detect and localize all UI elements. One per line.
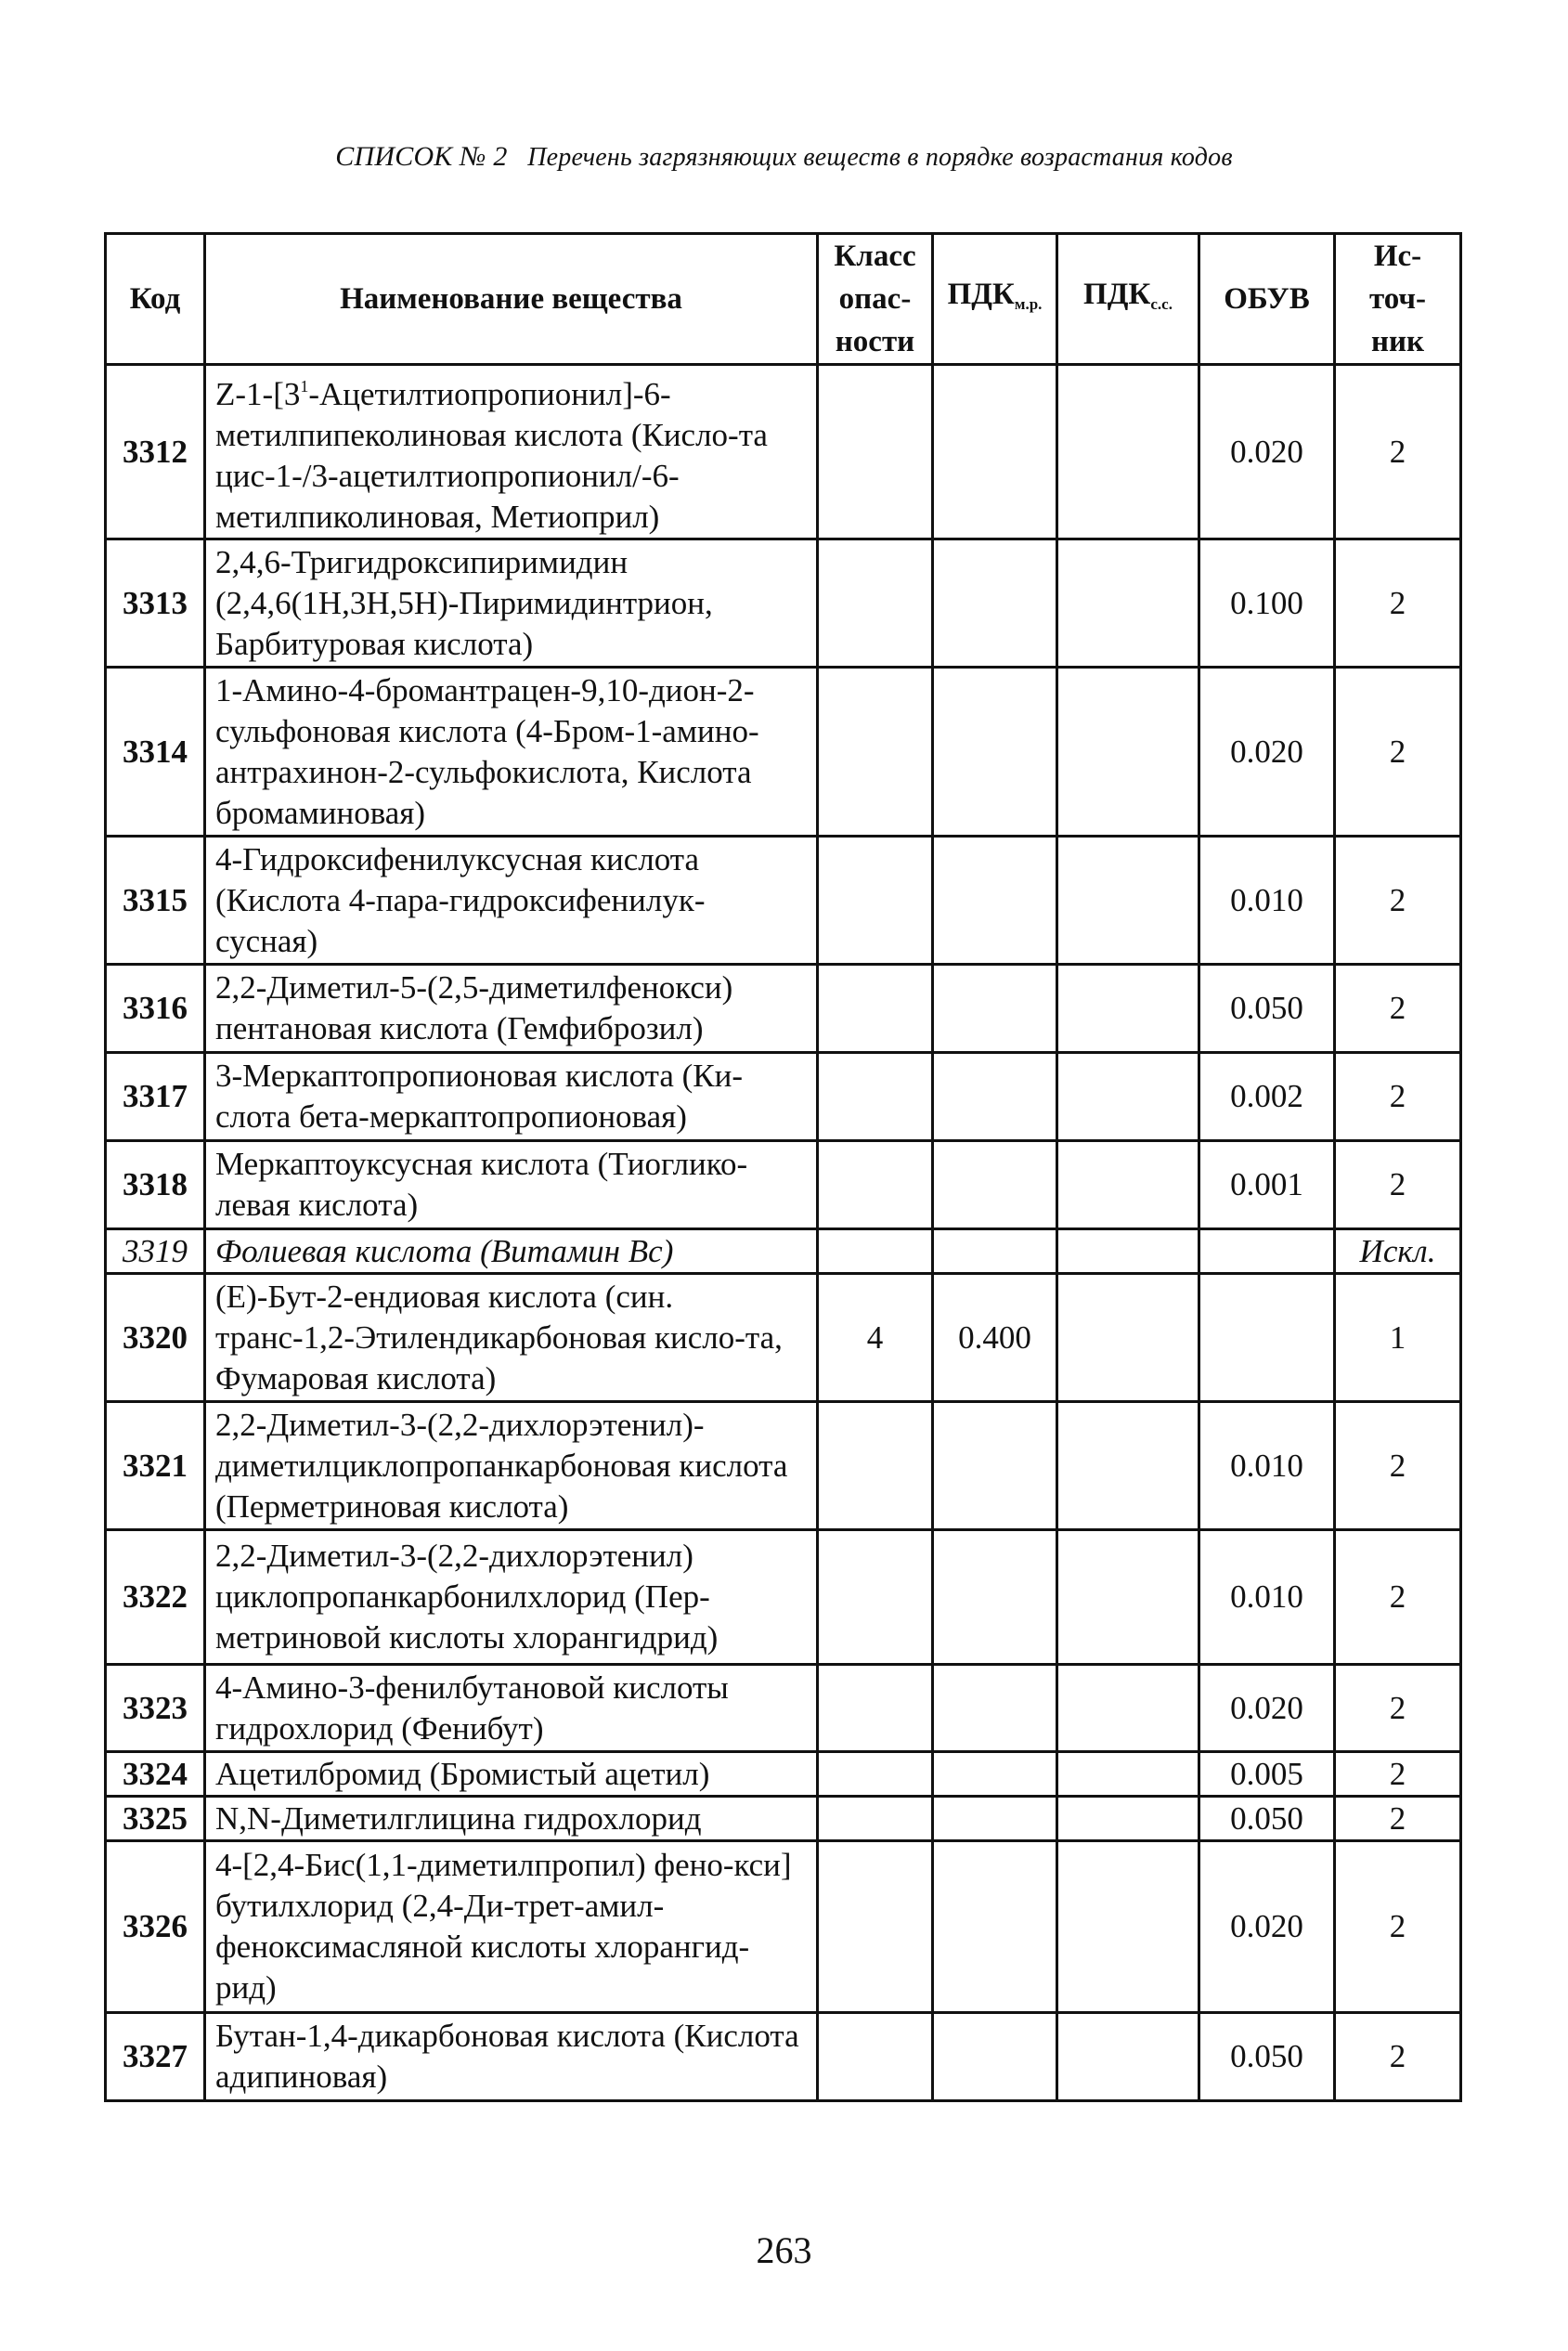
cell-source: 2 <box>1335 668 1461 837</box>
cell-hazard-class <box>818 1841 933 2013</box>
cell-obuv: 0.010 <box>1199 837 1335 965</box>
cell-code: 3324 <box>106 1752 205 1797</box>
cell-pdk-mr: 0.400 <box>933 1274 1057 1402</box>
cell-source: 2 <box>1335 965 1461 1053</box>
cell-name: 2,4,6-Тригидроксипиримидин (2,4,6(1Н,3Н,5Н)-Пиримидинтрион, Барбитуровая кислота) <box>205 539 818 668</box>
cell-code: 3319 <box>106 1229 205 1274</box>
table-row <box>106 1752 1461 1797</box>
cell-pdk-ss <box>1057 1665 1199 1752</box>
cell-pdk-mr <box>933 1841 1057 2013</box>
cell-source: 2 <box>1335 837 1461 965</box>
cell-name: Бутан-1,4-дикарбоновая кислота (Кислота адипиновая) <box>205 2013 818 2101</box>
table-header-row <box>106 234 1461 365</box>
pdk-ss-index: с.с. <box>1150 294 1173 313</box>
cell-obuv: 0.020 <box>1199 365 1335 539</box>
cell-name: N,N-Диметилглицина гидрохлорид <box>205 1797 818 1841</box>
cell-pdk-mr <box>933 2013 1057 2101</box>
cell-source: 1 <box>1335 1274 1461 1402</box>
cell-name: Ацетилбромид (Бромистый ацетил) <box>205 1752 818 1797</box>
cell-pdk-mr <box>933 365 1057 539</box>
cell-pdk-mr <box>933 1797 1057 1841</box>
table-row <box>106 1053 1461 1141</box>
table-row <box>106 837 1461 965</box>
cell-code: 3321 <box>106 1402 205 1530</box>
cell-source: 2 <box>1335 1530 1461 1665</box>
cell-obuv: 0.050 <box>1199 965 1335 1053</box>
table-row <box>106 668 1461 837</box>
cell-source: 2 <box>1335 1752 1461 1797</box>
cell-source: Искл. <box>1335 1229 1461 1274</box>
cell-code: 3312 <box>106 365 205 539</box>
page-header <box>0 141 1568 173</box>
cell-code: 3313 <box>106 539 205 668</box>
pdk-mr-label: ПДК <box>947 277 1015 311</box>
cell-obuv: 0.020 <box>1199 1665 1335 1752</box>
table-row <box>106 539 1461 668</box>
table-row <box>106 1841 1461 2013</box>
table-row <box>106 2013 1461 2101</box>
header-name: Наименование вещества <box>205 234 818 365</box>
cell-source: 2 <box>1335 1665 1461 1752</box>
cell-pdk-ss <box>1057 668 1199 837</box>
cell-code: 3322 <box>106 1530 205 1665</box>
cell-hazard-class <box>818 965 933 1053</box>
cell-name: 2,2-Диметил-5-(2,5-диметилфенокси) пентановая кислота (Гемфиброзил) <box>205 965 818 1053</box>
cell-code: 3320 <box>106 1274 205 1402</box>
cell-obuv: 0.010 <box>1199 1530 1335 1665</box>
cell-pdk-mr <box>933 1053 1057 1141</box>
cell-hazard-class <box>818 365 933 539</box>
cell-source: 2 <box>1335 539 1461 668</box>
cell-code: 3314 <box>106 668 205 837</box>
cell-name: 2,2-Диметил-3-(2,2-дихлорэтенил) циклопропанкарбонилхлорид (Пер-метриновой кислоты хлорангидрид) <box>205 1530 818 1665</box>
cell-hazard-class <box>818 1141 933 1229</box>
cell-source: 2 <box>1335 1053 1461 1141</box>
cell-obuv: 0.005 <box>1199 1752 1335 1797</box>
cell-name: (Е)-Бут-2-ендиовая кислота (син. транс-1,2-Этилендикарбоновая кисло-та, Фумаровая кислота) <box>205 1274 818 1402</box>
header-pdk-mr <box>933 234 1057 365</box>
cell-pdk-ss <box>1057 1229 1199 1274</box>
table-row <box>106 965 1461 1053</box>
cell-pdk-ss <box>1057 1402 1199 1530</box>
cell-hazard-class <box>818 1665 933 1752</box>
cell-hazard-class <box>818 668 933 837</box>
table-row <box>106 1274 1461 1402</box>
cell-pdk-mr <box>933 965 1057 1053</box>
cell-hazard-class <box>818 1053 933 1141</box>
cell-obuv: 0.100 <box>1199 539 1335 668</box>
list-title: СПИСОК № 2 <box>335 141 508 172</box>
substances-table <box>104 232 1462 2102</box>
table-row <box>106 1665 1461 1752</box>
table-row <box>106 1229 1461 1274</box>
cell-pdk-mr <box>933 1665 1057 1752</box>
cell-source: 2 <box>1335 1797 1461 1841</box>
cell-name: 1-Амино-4-бромантрацен-9,10-дион-2-сульфоновая кислота (4-Бром-1-амино-антрахинон-2-сульфокислота, Кислота бромаминовая) <box>205 668 818 837</box>
cell-pdk-ss <box>1057 2013 1199 2101</box>
cell-hazard-class <box>818 1752 933 1797</box>
cell-pdk-ss <box>1057 1752 1199 1797</box>
cell-pdk-ss <box>1057 1797 1199 1841</box>
pdk-ss-label: ПДК <box>1083 277 1151 311</box>
cell-pdk-ss <box>1057 365 1199 539</box>
cell-name: Фолиевая кислота (Витамин Вс) <box>205 1229 818 1274</box>
table-row <box>106 1141 1461 1229</box>
cell-name: 4-Гидроксифенилуксусная кислота (Кислота 4-пара-гидроксифенилук-сусная) <box>205 837 818 965</box>
cell-pdk-ss <box>1057 1841 1199 2013</box>
cell-pdk-ss <box>1057 539 1199 668</box>
cell-code: 3325 <box>106 1797 205 1841</box>
pdk-mr-index: м.р. <box>1014 294 1043 313</box>
cell-pdk-mr <box>933 1530 1057 1665</box>
cell-pdk-mr <box>933 539 1057 668</box>
cell-obuv <box>1199 1274 1335 1402</box>
cell-obuv: 0.020 <box>1199 1841 1335 2013</box>
cell-pdk-ss <box>1057 837 1199 965</box>
table-row <box>106 1530 1461 1665</box>
cell-pdk-mr <box>933 1229 1057 1274</box>
cell-code: 3315 <box>106 837 205 965</box>
cell-pdk-mr <box>933 668 1057 837</box>
cell-pdk-mr <box>933 1141 1057 1229</box>
cell-hazard-class <box>818 2013 933 2101</box>
cell-pdk-ss <box>1057 1530 1199 1665</box>
cell-code: 3318 <box>106 1141 205 1229</box>
cell-hazard-class <box>818 1797 933 1841</box>
cell-pdk-ss <box>1057 1141 1199 1229</box>
cell-obuv: 0.001 <box>1199 1141 1335 1229</box>
table-row <box>106 1797 1461 1841</box>
table-row <box>106 1402 1461 1530</box>
cell-name: 3-Меркаптопропионовая кислота (Ки-слота бета-меркаптопропионовая) <box>205 1053 818 1141</box>
cell-hazard-class <box>818 539 933 668</box>
cell-name: Меркаптоуксусная кислота (Тиоглико-левая кислота) <box>205 1141 818 1229</box>
cell-name: 4-[2,4-Бис(1,1-диметилпропил) фено-кси] бутилхлорид (2,4-Ди-трет-амил-феноксимасляной кислоты хлорангид-рид) <box>205 1841 818 2013</box>
header-obuv: ОБУВ <box>1199 234 1335 365</box>
header-code: Код <box>106 234 205 365</box>
cell-code: 3327 <box>106 2013 205 2101</box>
cell-pdk-ss <box>1057 965 1199 1053</box>
cell-code: 3323 <box>106 1665 205 1752</box>
cell-hazard-class <box>818 837 933 965</box>
cell-obuv: 0.050 <box>1199 2013 1335 2101</box>
header-source: Ис- точ- ник <box>1335 234 1461 365</box>
cell-obuv: 0.002 <box>1199 1053 1335 1141</box>
cell-obuv: 0.050 <box>1199 1797 1335 1841</box>
cell-source: 2 <box>1335 1141 1461 1229</box>
cell-name: 4-Амино-3-фенилбутановой кислоты гидрохлорид (Фенибут) <box>205 1665 818 1752</box>
cell-obuv <box>1199 1229 1335 1274</box>
cell-pdk-mr <box>933 1752 1057 1797</box>
cell-source: 2 <box>1335 1841 1461 2013</box>
header-hazard-class: Класс опас- ности <box>818 234 933 365</box>
cell-code: 3326 <box>106 1841 205 2013</box>
cell-pdk-mr <box>933 837 1057 965</box>
cell-obuv: 0.020 <box>1199 668 1335 837</box>
cell-pdk-ss <box>1057 1274 1199 1402</box>
cell-hazard-class <box>818 1530 933 1665</box>
page-number: 263 <box>756 2229 812 2271</box>
cell-pdk-mr <box>933 1402 1057 1530</box>
cell-source: 2 <box>1335 365 1461 539</box>
cell-name: 2,2-Диметил-3-(2,2-дихлорэтенил)-диметилциклопропанкарбоновая кислота (Перметриновая кислота) <box>205 1402 818 1530</box>
cell-hazard-class: 4 <box>818 1274 933 1402</box>
cell-code: 3316 <box>106 965 205 1053</box>
table-row <box>106 365 1461 539</box>
cell-obuv: 0.010 <box>1199 1402 1335 1530</box>
cell-name: $Z-1-[3^1-Ацетилтиопропионил]-6$-метилпипеколиновая кислота (Кисло-та цис-1-/3-ацетилтиопропионил/-6-метилпиколиновая, Метиоприл) <box>205 365 818 539</box>
cell-pdk-ss <box>1057 1053 1199 1141</box>
cell-code: 3317 <box>106 1053 205 1141</box>
header-pdk-ss <box>1057 234 1199 365</box>
cell-hazard-class <box>818 1229 933 1274</box>
cell-source: 2 <box>1335 2013 1461 2101</box>
list-subtitle: Перечень загрязняющих веществ в порядке возрастания кодов <box>527 143 1233 172</box>
cell-hazard-class <box>818 1402 933 1530</box>
cell-source: 2 <box>1335 1402 1461 1530</box>
